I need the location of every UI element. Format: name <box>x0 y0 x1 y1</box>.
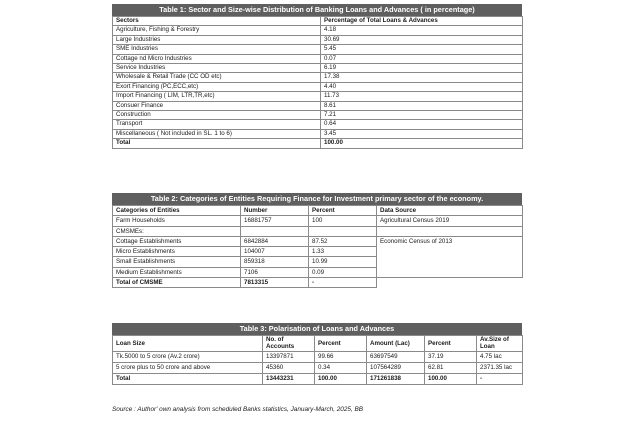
cell-percent: 0.09 <box>309 267 377 277</box>
cell-percentage: 8.61 <box>321 101 523 110</box>
cell-empty <box>309 226 377 236</box>
table-1-title: Table 1: Sector and Size-wise Distribution of Banking Loans and Advances ( in percentage) <box>112 4 522 16</box>
cell-sector: Exort Financing (PC,ECC,etc) <box>113 82 321 91</box>
table-2-total-percent: - <box>309 278 377 288</box>
cell-category: Cottage Establishments <box>113 236 241 246</box>
cell-percent: 0.34 <box>315 363 367 374</box>
table-row <box>113 35 523 44</box>
cell-category: Farm Households <box>113 216 241 226</box>
cell-sector: Miscellaneous ( Not included in SL. 1 to 6) <box>113 129 321 138</box>
table-3-header-accounts: No. of Accounts <box>263 336 315 352</box>
table-row <box>113 120 523 129</box>
table-1-header-sectors: Sectors <box>113 17 321 26</box>
table-3-header-loan-size: Loan Size <box>113 336 263 352</box>
cell-avg-size: 2371.35 lac <box>477 363 523 374</box>
cell-number: 6842884 <box>241 236 309 246</box>
cell-percentage: 5.45 <box>321 45 523 54</box>
cell-number: 104007 <box>241 247 309 257</box>
table-row <box>113 101 523 110</box>
cell-category: Small Establishments <box>113 257 241 267</box>
table-3-header-percent-amount: Percent <box>425 336 477 352</box>
cell-amount: 107564289 <box>367 363 425 374</box>
cell-sector: Wholesale & Retail Trade (CC OD etc) <box>113 73 321 82</box>
cell-accounts: 45360 <box>263 363 315 374</box>
cell-percent-amount: 62.81 <box>425 363 477 374</box>
cell-sector: Service Industries <box>113 64 321 73</box>
table-1-total-row <box>113 139 523 148</box>
cell-number: 7106 <box>241 267 309 277</box>
cell-empty <box>241 226 309 236</box>
cell-percentage: 7.21 <box>321 111 523 120</box>
table-3-total-percent: 100.00 <box>315 374 367 385</box>
table-2-grid <box>112 205 523 288</box>
table-3 <box>112 323 522 385</box>
cell-sector: Cottage nd Micro Industries <box>113 54 321 63</box>
cell-category: Medium Establishments <box>113 267 241 277</box>
table-3-grid <box>112 335 523 385</box>
cell-avg-size: 4.75 lac <box>477 352 523 363</box>
table-1-grid <box>112 16 523 149</box>
cell-empty <box>377 226 523 236</box>
cell-percent: 87.52 <box>309 236 377 246</box>
table-3-header-avg-size: Av.Size of Loan <box>477 336 523 352</box>
cell-number: 859318 <box>241 257 309 267</box>
cell-percentage: 0.07 <box>321 54 523 63</box>
table-2-total-number: 7813315 <box>241 278 309 288</box>
table-row <box>113 92 523 101</box>
cell-sector: Transport <box>113 120 321 129</box>
table-row <box>113 352 523 363</box>
table-2-header-data-source: Data Source <box>377 206 523 216</box>
table-row <box>113 216 523 226</box>
cell-percent-amount: 37.19 <box>425 352 477 363</box>
table-row <box>113 82 523 91</box>
cell-percent: 1.33 <box>309 247 377 257</box>
table-row <box>113 26 523 35</box>
table-row <box>113 111 523 120</box>
table-2-total-row <box>113 278 523 288</box>
cell-amount: 63697549 <box>367 352 425 363</box>
table-2-header-number: Number <box>241 206 309 216</box>
table-row <box>113 45 523 54</box>
table-row <box>113 226 523 236</box>
table-1 <box>112 4 522 149</box>
table-row <box>113 54 523 63</box>
cell-loan-size: 5 crore plus to 50 crore and above <box>113 363 263 374</box>
cell-sector: Construction <box>113 111 321 120</box>
table-1-total-value: 100.00 <box>321 139 523 148</box>
cell-empty <box>377 278 523 288</box>
cmsmes-label: CMSMEs: <box>113 226 241 236</box>
table-2-total-label: Total of CMSME <box>113 278 241 288</box>
table-3-header-percent: Percent <box>315 336 367 352</box>
table-3-total-row <box>113 374 523 385</box>
cell-sector: SME Industries <box>113 45 321 54</box>
cell-percentage: 0.64 <box>321 120 523 129</box>
table-2-header-categories: Categories of Entities <box>113 206 241 216</box>
cell-number: 16881757 <box>241 216 309 226</box>
cell-percentage: 17.38 <box>321 73 523 82</box>
table-2-header-percent: Percent <box>309 206 377 216</box>
table-3-total-percent-amount: 100.00 <box>425 374 477 385</box>
cell-percentage: 3.45 <box>321 129 523 138</box>
table-1-header-percentage: Percentage of Total Loans & Advances <box>321 17 523 26</box>
cell-percentage: 4.18 <box>321 26 523 35</box>
cell-percentage: 6.19 <box>321 64 523 73</box>
cell-sector: Agriculture, Fishing & Forestry <box>113 26 321 35</box>
cell-percent: 99.66 <box>315 352 367 363</box>
table-3-total-accounts: 13443231 <box>263 374 315 385</box>
cell-accounts: 13397871 <box>263 352 315 363</box>
source-note: Source : Author' own analysis from scheduled Banks statistics, January-March, 2025, BB <box>112 406 364 413</box>
table-1-total-label: Total <box>113 139 321 148</box>
cell-sector: Consuer Finance <box>113 101 321 110</box>
cell-loan-size: Tk.5000 to 5 crore (Av.2 crore) <box>113 352 263 363</box>
table-3-total-avg-size: - <box>477 374 523 385</box>
table-3-total-label: Total <box>113 374 263 385</box>
cell-percent: 10.99 <box>309 257 377 267</box>
cell-percentage: 4.40 <box>321 82 523 91</box>
table-row <box>113 363 523 374</box>
cell-percentage: 30.69 <box>321 35 523 44</box>
table-row <box>113 64 523 73</box>
cell-sector: Import Financing ( LIM, LTR,TR,etc) <box>113 92 321 101</box>
cell-percentage: 11.73 <box>321 92 523 101</box>
cmsme-data-source: Economic Census of 2013 <box>377 236 523 277</box>
table-3-header-amount: Amount (Lac) <box>367 336 425 352</box>
cell-percent: 100 <box>309 216 377 226</box>
table-2 <box>112 193 522 288</box>
table-row <box>113 129 523 138</box>
cell-sector: Large Industries <box>113 35 321 44</box>
table-row <box>113 236 523 246</box>
cell-data-source: Agricultural Census 2019 <box>377 216 523 226</box>
table-2-title: Table 2: Categories of Entities Requiring Finance for Investment primary sector of the economy. <box>112 193 522 205</box>
table-row <box>113 73 523 82</box>
cell-category: Micro Establishments <box>113 247 241 257</box>
table-3-title: Table 3: Polarisation of Loans and Advances <box>112 323 522 335</box>
table-3-total-amount: 171261838 <box>367 374 425 385</box>
